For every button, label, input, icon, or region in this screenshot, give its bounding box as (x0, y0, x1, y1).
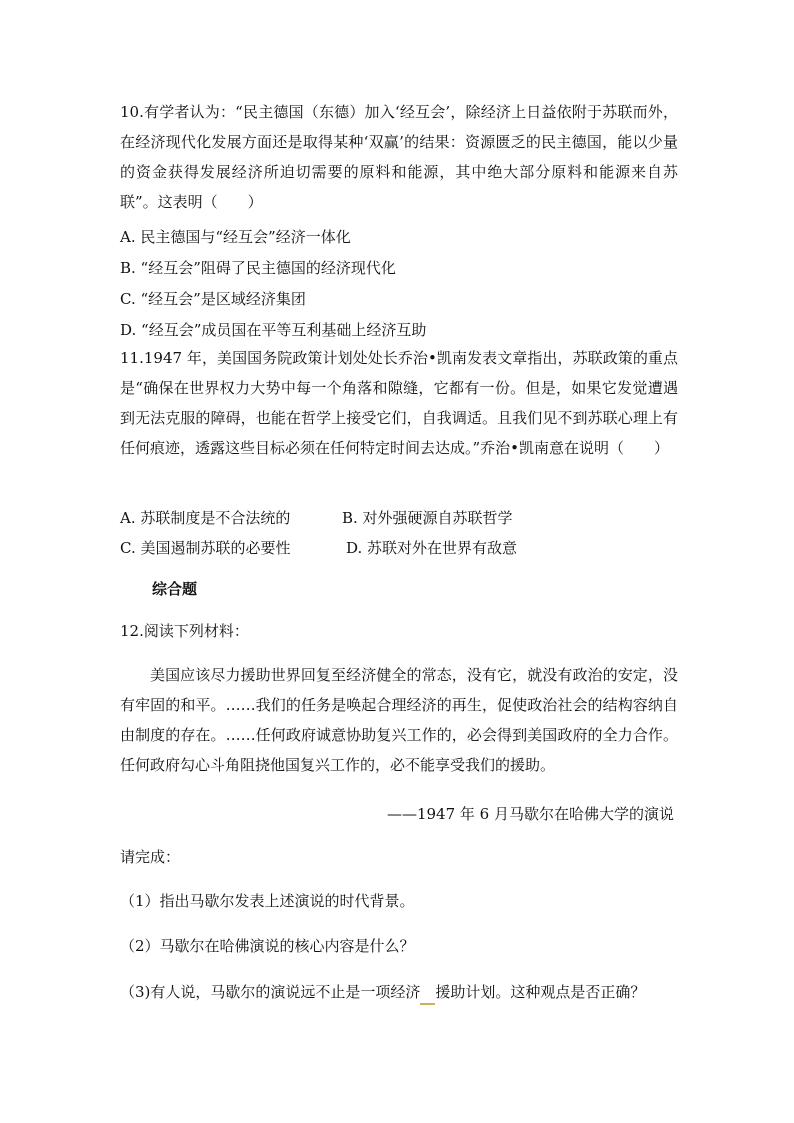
question-11-stem: 11.1947 年，美国国务院政策计划处处长乔治•凯南发表文章指出，苏联政策的重点是“确保在世界权力大势中每一个角落和隙缝，它都有一份。但是，如果它发觉遭遇到无法克服的障碍，也能在哲学上接受它们，自我调适。且我们见不到苏联心理上有任何痕迹，透露这些目标必须在任何特定时间去达成。”乔治•凯南意在说明（ ） (120, 349, 678, 457)
question-11-option-d: D. 苏联对外在世界有敌意 (346, 539, 518, 557)
question-11-option-a: A. 苏联制度是不合法统的 (120, 509, 291, 527)
question-12-stem: 12.阅读下列材料： (120, 622, 249, 640)
material-source: ——1947 年 6 月马歇尔在哈佛大学的演说 (386, 805, 674, 823)
question-12-sub-3-text-before: （3)有人说，马歇尔的演说远不止是一项经济 (120, 983, 421, 1001)
question-11-option-c: C. 美国遏制苏联的必要性 (120, 539, 291, 557)
question-11-option-b: B. 对外强硬源自苏联哲学 (342, 509, 513, 527)
question-12-material: 美国应该尽力援助世界回复至经济健全的常态，没有它，就没有政治的安定，没有牢固的和平。……我们的任务是唤起合理经济的再生，促使政治社会的结构容纳自由制度的存在。……任何政府诚意协助复兴工作的，必会得到美国政府的全力合作。任何政府勾心斗角阻挠他国复兴工作的，必不能享受我们的援助。 (120, 666, 678, 774)
question-12-sub-3-text-after: 援助计划。这种观点是否正确？ (435, 983, 646, 1001)
question-12-sub-3 (120, 981, 645, 1005)
section-heading: 综合题 (152, 580, 198, 598)
question-12-sub-2: （2）马歇尔在哈佛演说的核心内容是什么？ (120, 937, 415, 955)
question-12-prompt: 请完成： (120, 848, 181, 866)
question-10-option-c: C. “经互会”是区域经济集团 (120, 290, 306, 308)
question-12-sub-1: （1）指出马歇尔发表上述演说的时代背景。 (120, 892, 415, 910)
answer-underline (420, 981, 435, 1005)
question-10-option-b: B. “经互会”阻碍了民主德国的经济现代化 (120, 259, 396, 277)
question-10-option-d: D. “经互会”成员国在平等互利基础上经济互助 (120, 321, 427, 339)
question-10-stem: 10.有学者认为：“民主德国（东德）加入‘经互会’，除经济上日益依附于苏联而外，在经济现代化发展方面还是取得某种‘双赢’的结果：资源匮乏的民主德国，能以少量的资金获得发展经济所迫切需要的原料和能源，其中绝大部分原料和能源来自苏联”。这表明（ ） (120, 103, 678, 211)
question-10-option-a: A. 民主德国与“经互会”经济一体化 (120, 228, 351, 246)
